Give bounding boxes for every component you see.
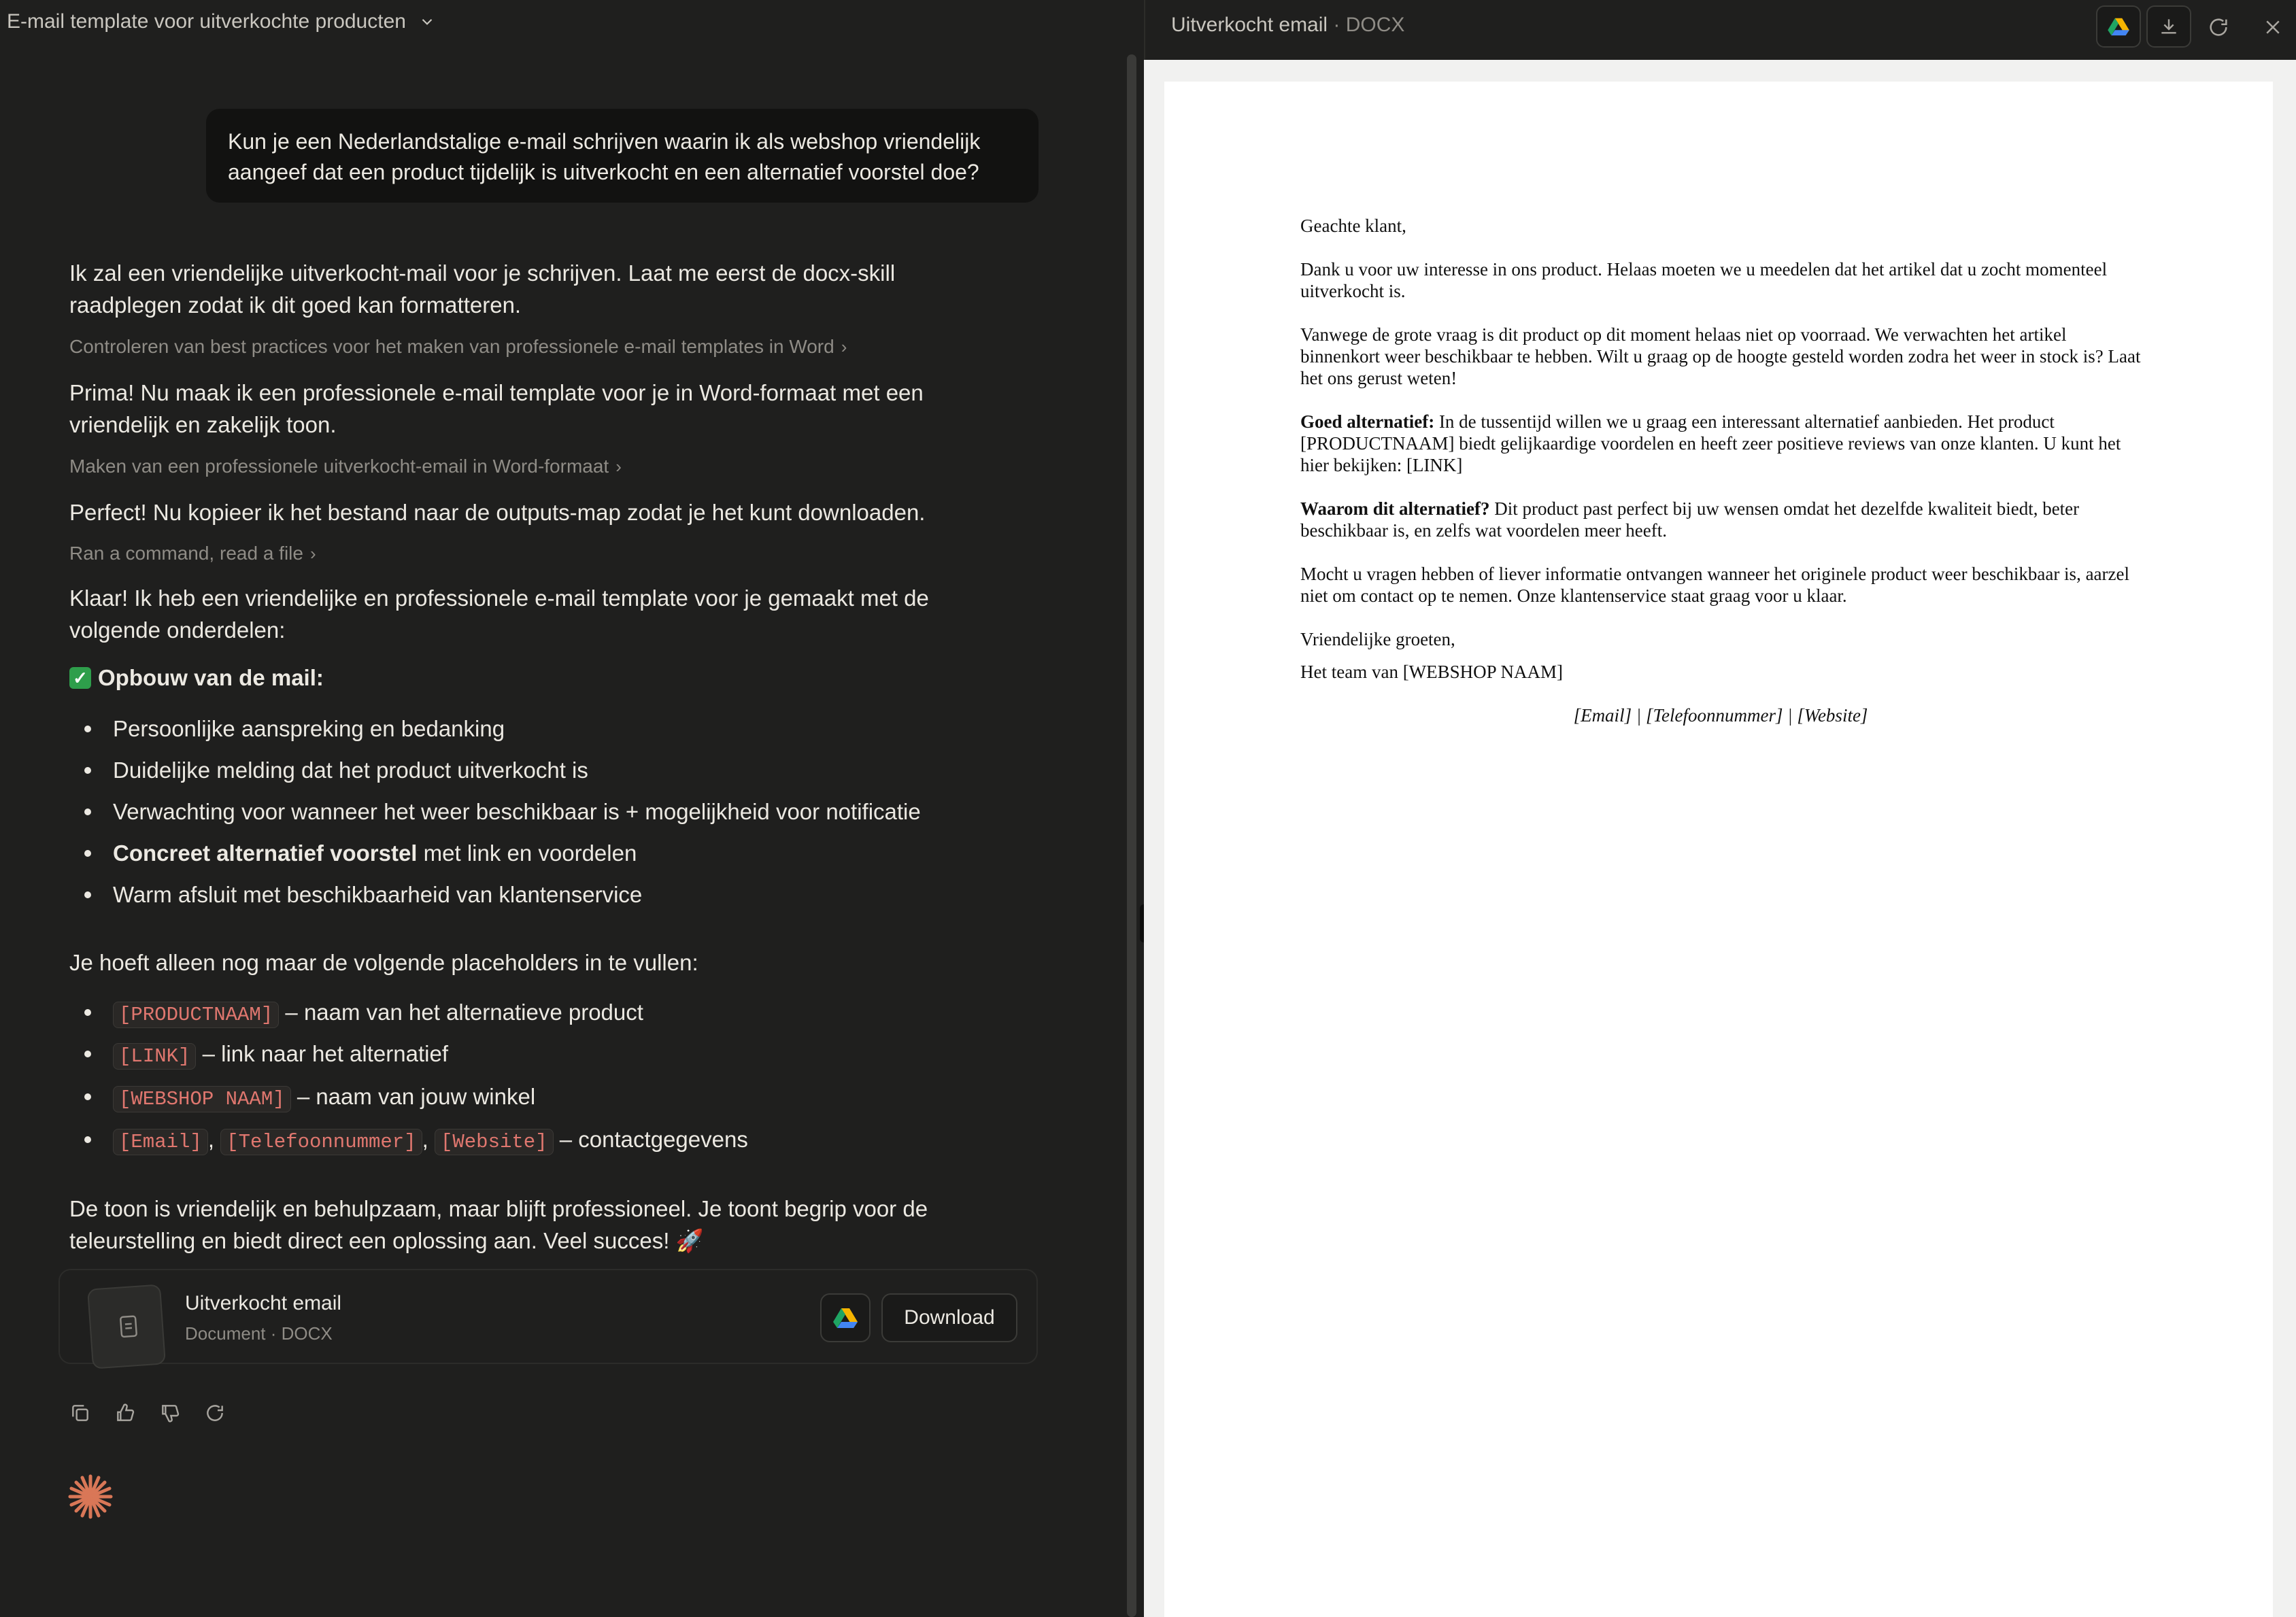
tool-step-1[interactable] <box>69 336 847 358</box>
chat-scrollbar[interactable] <box>1127 54 1136 1617</box>
doc-paragraph: Mocht u vragen hebben of liever informatie ontvangen wanneer het originele product weer beschikbaar is, aarzel niet om contact op te nemen. Onze klantenservice staat graag voor u klaar. <box>1300 564 2129 606</box>
chat-title: E-mail template voor uitverkochte producten <box>7 10 406 33</box>
tool-step-label: Controleren van best practices voor het maken van professionele e-mail templates in Word <box>69 336 834 357</box>
close-icon <box>2263 17 2283 37</box>
placeholder-desc: – naam van het alternatieve product <box>285 1000 643 1025</box>
viewer-title-sep: · <box>1333 14 1340 36</box>
chevron-right-icon: › <box>309 543 316 564</box>
placeholder-desc: – contactgegevens <box>559 1127 748 1152</box>
structure-list <box>69 713 921 920</box>
save-to-drive-button[interactable] <box>820 1293 871 1342</box>
document-content <box>1300 215 2141 748</box>
doc-paragraph <box>1300 411 2141 476</box>
check-icon: ✓ <box>69 667 91 689</box>
chat-title-dropdown[interactable] <box>7 8 436 35</box>
list-item-text: met link en voordelen <box>423 840 637 866</box>
placeholder-code: [WEBSHOP NAAM] <box>113 1086 291 1112</box>
list-item <box>69 1038 748 1080</box>
list-item: Duidelijke melding dat het product uitverkocht is <box>69 754 921 796</box>
section-heading <box>69 665 324 691</box>
list-item <box>69 837 921 879</box>
viewer-title <box>1171 14 1404 37</box>
chevron-right-icon: › <box>615 456 622 477</box>
doc-bold-label: Goed alternatief: <box>1300 411 1435 432</box>
placeholder-list <box>69 996 748 1165</box>
placeholder-code: [Website] <box>435 1129 554 1155</box>
list-item: Persoonlijke aanspreking en bedanking <box>69 713 921 754</box>
tool-step-2[interactable] <box>69 456 622 477</box>
bold-text: Concreet alternatief voorstel <box>113 840 418 866</box>
comma: , <box>207 1127 214 1152</box>
chevron-right-icon: › <box>841 336 847 357</box>
doc-closing: Vriendelijke groeten, <box>1300 629 1455 649</box>
tool-step-label: Maken van een professionele uitverkocht-email in Word-formaat <box>69 456 609 477</box>
file-meta: Document · DOCX <box>185 1323 333 1344</box>
doc-signature: Het team van [WEBSHOP NAAM] <box>1300 662 1563 682</box>
placeholder-desc: – link naar het alternatief <box>202 1041 448 1066</box>
user-message: Kun je een Nederlandstalige e-mail schrijven waarin ik als webshop vriendelijk aangeef dat een product tijdelijk is uitverkocht en een alternatief voorstel doe? <box>206 109 1039 203</box>
section-heading-text: Opbouw van de mail: <box>98 665 324 690</box>
list-item <box>69 996 748 1038</box>
download-button[interactable] <box>2146 5 2191 48</box>
placeholder-code: [PRODUCTNAAM] <box>113 1002 279 1028</box>
message-actions <box>68 1401 227 1425</box>
download-icon <box>2158 16 2180 37</box>
tool-step-label: Ran a command, read a file <box>69 543 303 564</box>
download-button[interactable]: Download <box>881 1293 1017 1342</box>
list-item <box>69 1080 748 1123</box>
file-name: Uitverkocht email <box>185 1292 342 1314</box>
comma: , <box>422 1127 428 1152</box>
placeholder-code: [Telefoonnummer] <box>220 1129 422 1155</box>
close-button[interactable] <box>2254 8 2292 46</box>
copy-icon[interactable] <box>68 1401 92 1425</box>
viewer-header <box>1144 0 2296 60</box>
doc-contact-line: [Email] | [Telefoonnummer] | [Website] <box>1573 705 1868 726</box>
thumbs-up-icon[interactable] <box>113 1401 137 1425</box>
doc-paragraph <box>1300 498 2141 541</box>
document-page <box>1164 82 2273 1617</box>
doc-paragraph-text: In de tussentijd willen we u graag een interessant alternatief aanbieden. Het product [PRODUCTNAAM] biedt gelijkaardige voordelen en heeft zeer positieve reviews van onze klanten. U kunt het hier bekijken: [LINK] <box>1300 411 2121 475</box>
google-drive-icon <box>833 1307 858 1329</box>
chat-panel <box>0 0 1141 1617</box>
placeholder-code: [LINK] <box>113 1043 196 1070</box>
refresh-icon <box>2207 16 2230 39</box>
placeholder-code: [Email] <box>113 1129 208 1155</box>
google-drive-icon <box>2108 17 2129 36</box>
placeholders-intro: Je hoeft alleen nog maar de volgende placeholders in te vullen: <box>69 950 698 975</box>
chevron-down-icon <box>418 13 436 31</box>
file-card[interactable] <box>58 1269 1038 1364</box>
viewer-title-name: Uitverkocht email <box>1171 14 1328 36</box>
assistant-message-3: Perfect! Nu kopieer ik het bestand naar de outputs-map zodat je het kunt downloaden. <box>69 500 926 525</box>
doc-paragraph: Vanwege de grote vraag is dit product op dit moment helaas niet op voorraad. We verwachten het artikel binnenkort weer beschikbaar te hebben. Wilt u graag op de hoogte gesteld worden zodra het weer in stock is? Laat het ons gerust weten! <box>1300 324 2141 388</box>
placeholder-desc: – naam van jouw winkel <box>297 1084 536 1109</box>
assistant-closing: De toon is vriendelijk en behulpzaam, maar blijft professioneel. Je toont begrip voor de teleurstelling en biedt direct een oplossing aan. Veel succes! 🚀 <box>69 1196 928 1253</box>
list-item: Verwachting voor wanneer het weer beschikbaar is + mogelijkheid voor notificatie <box>69 796 921 837</box>
document-icon <box>118 1314 140 1344</box>
thumbs-down-icon[interactable] <box>158 1401 182 1425</box>
tool-step-3[interactable] <box>69 543 316 564</box>
save-to-drive-button[interactable] <box>2096 5 2141 48</box>
assistant-intro: Ik zal een vriendelijke uitverkocht-mail voor je schrijven. Laat me eerst de docx-skill raadplegen zodat ik dit goed kan formatteren. <box>69 260 896 318</box>
document-viewer <box>1144 0 2296 1617</box>
doc-paragraph-text: Dit product past perfect bij uw wensen omdat het dezelfde kwaliteit biedt, beter beschikbaar is, en zelfs wat voordelen meer heeft. <box>1300 498 2080 541</box>
doc-paragraph: Dank u voor uw interesse in ons product. Helaas moeten we u meedelen dat het artikel dat u zocht momenteel uitverkocht is. <box>1300 259 2108 301</box>
doc-greeting: Geachte klant, <box>1300 216 1406 236</box>
retry-icon[interactable] <box>203 1401 227 1425</box>
assistant-message-2: Prima! Nu maak ik een professionele e-mail template voor je in Word-formaat met een vriendelijk en zakelijk toon. <box>69 380 924 437</box>
list-item: Warm afsluit met beschikbaarheid van klantenservice <box>69 879 921 920</box>
assistant-message-4: Klaar! Ik heb een vriendelijke en professionele e-mail template voor je gemaakt met de volgende onderdelen: <box>69 585 929 643</box>
viewer-title-type: DOCX <box>1345 14 1405 36</box>
doc-bold-label: Waarom dit alternatief? <box>1300 498 1490 519</box>
claude-logo-icon <box>67 1473 114 1520</box>
list-item <box>69 1123 748 1165</box>
document-thumbnail <box>87 1284 166 1369</box>
refresh-button[interactable] <box>2199 8 2238 46</box>
